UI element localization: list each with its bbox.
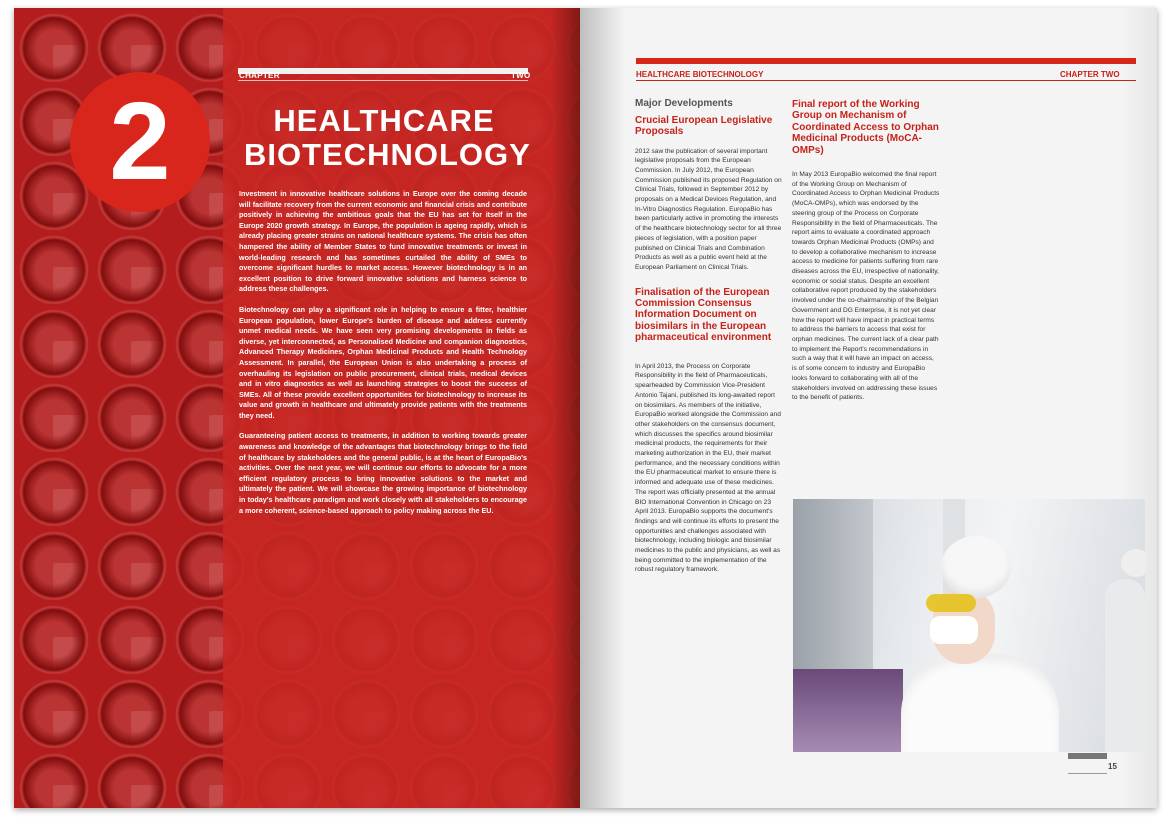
- page-number: 15: [1108, 762, 1117, 771]
- paragraph-biosimilars: In April 2013, the Process on Corporate Responsibility in the field of Pharmaceuticals, spearheaded by Commission Vice-President Antonio Tajani, published its long-awaited report on biosimilars. As members of the initiative, EuropaBio worked alongside the Commission and other stakeholders on the consensus document, which discusses the specifics around biosimilar medicinal products, the requirements for their marketing authorization in the EU, their market performance, and the necessary conditions within the EU pharmaceutical market to ensure there is informed and adequate use of these medicines. The report was officially presented at the annual BIO International Convention in Chicago on 23 April 2013. EuropaBio supports the document's findings and will continue its efforts to present the opportunities and challenges associated with biotechnology, including biologic and biosimilar medicines to the public and physicians, as well as being committed to the implementation of the robust regulatory framework.: [635, 362, 781, 574]
- gutter-shadow: [550, 8, 580, 808]
- page-title: [244, 103, 531, 172]
- hairnet-cap: [941, 536, 1011, 598]
- section-label: Major Developments: [635, 98, 733, 109]
- chapter-number-circle: [70, 72, 210, 212]
- background-technician-body: [1105, 579, 1145, 752]
- chapter-label: CHAPTER: [239, 71, 280, 80]
- intro-paragraph-2: Biotechnology can play a significant role in helping to ensure a fitter, healthier European population, lower Europe's burden of disease and address currently unmet medical needs. We have seen very promising developments in fields as diverse, yet interconnected, as Personalised Medicine and companion diagnostics, Advanced Therapy Medicines, Orphan Medicinal Products and Health Technology Assessment. In parallel, the European Union is also undertaking a process of overhauling its legislation on public procurement, clinical trials, medical devices and in vitro diagnostics as well as launching strategies to boost the success of SMEs. All of these provide excellent opportunities for biotechnology to increase its value and growth in healthcare and ultimately provide patients with the treatments they need.: [239, 304, 527, 420]
- intro-paragraph-3: Guaranteeing patient access to treatments, in addition to working towards greater awareness and knowledge of the advantages that biotechnology brings to the field of healthcare by stakeholders and the general public, is at the heart of EuropaBio's activities. Over the next year, we will continue our efforts to advocate for a more efficient regulatory process to bring innovative solutions to the market and ultimately the patient. We will showcase the growing importance of biotechnology in today's healthcare paradigm and work closely with all stakeholders to encourage a more coherent, science-based approach to policy making across the EU.: [239, 431, 527, 515]
- title-line-1: HEALTHCARE: [273, 103, 495, 138]
- right-page: [580, 8, 1157, 808]
- title-line-2: BIOTECHNOLOGY: [244, 137, 531, 172]
- header-divider: [636, 80, 1136, 81]
- header-bar: [636, 58, 1136, 64]
- running-header-right: CHAPTER TWO: [1060, 70, 1120, 79]
- heading-biosimilars: Finalisation of the European Commission Consensus Information Document on biosimilars in the European pharmaceutical environment: [635, 286, 772, 344]
- chapter-rule: [238, 68, 528, 74]
- background-technician-head: [1121, 549, 1145, 577]
- technician-coat: [901, 654, 1059, 752]
- paragraph-moca-omps: In May 2013 EuropaBio welcomed the final report of the Working Group on Mechanism of Coordinated Access to Orphan Medicinal Products (MoCA-OMPs), which was endorsed by the steering group of the Process on Corporate Responsibility in the field of Pharmaceuticals. The report aims to evaluate a coordinated approach towards Orphan Medicinal Products (OMPs) and to develop a collaborative mechanism to increase access to medicine for patients suffering from rare diseases across the EU, irrespective of nationality, economic or social status. Despite an excellent collaborative report produced by the stakeholders involved under the co-chairmanship of the Belgian Government and DG Enterprise, it is not yet clear how the report will have impact in practical terms to address the barriers to access that exist for orphan medicines. The current lack of a clear path to implement the Report's recommendations in such a way that it will have an impact on access, is of some concern to industry and EuropaBio looks forward to collaborating with all of the stakeholders involved on addressing these issues to the benefit of patients.: [792, 171, 940, 402]
- column-left: [635, 99, 783, 585]
- column-right: [792, 99, 940, 413]
- heading-moca-omps: Final report of the Working Group on Mechanism of Coordinated Access to Orphan Medicinal Products (MoCA-OMPs): [792, 99, 939, 156]
- lab-equipment: [793, 669, 903, 752]
- chapter-value: TWO: [511, 71, 531, 80]
- page-number-tab: [1068, 753, 1107, 759]
- face-mask: [930, 616, 978, 644]
- page-number-rule: [1068, 773, 1107, 774]
- safety-goggles: [926, 594, 976, 612]
- intro-text: [239, 189, 527, 526]
- chapter-divider: [238, 80, 528, 81]
- chapter-number: 2: [109, 80, 171, 203]
- brochure-spread: [14, 8, 1157, 808]
- heading-legislative-proposals: Crucial European Legislative Proposals: [635, 114, 773, 138]
- lab-photo: [793, 499, 1145, 752]
- running-header-left: HEALTHCARE BIOTECHNOLOGY: [636, 70, 764, 79]
- left-page: [14, 8, 580, 808]
- paragraph-legislative-proposals: 2012 saw the publication of several important legislative proposals from the European Commission. In July 2012, the European Commission published its proposed Regulation on Clinical Trials, followed in September 2012 by proposals on a Medical Devices Regulation, and In-Vitro Diagnostics Regulation. EuropaBio has been particularly active in promoting the interests of the healthcare biotechnology sector for all three pieces of legislation, with a position paper published on Clinical Trials and Combination Products as well as a public event held at the European Parliament on Clinical Trials.: [635, 147, 782, 271]
- intro-paragraph-1: Investment in innovative healthcare solutions in Europe over the coming decade will facilitate recovery from the current economic and financial crisis and contribute positively in achieving the ambitious goals that the EU has set for itself in the Europe 2020 growth strategy. In Europe, the population is ageing rapidly, which is already placing greater strains on national healthcare systems. The crisis has often hampered the ability of Member States to fund innovative treatments or invest in world-leading research and has sometimes curtailed the ability of SMEs to overcome significant hurdles to market access. However biotechnology is in an excellent position to drive forward innovative solutions and harness science to address these challenges.: [239, 189, 527, 294]
